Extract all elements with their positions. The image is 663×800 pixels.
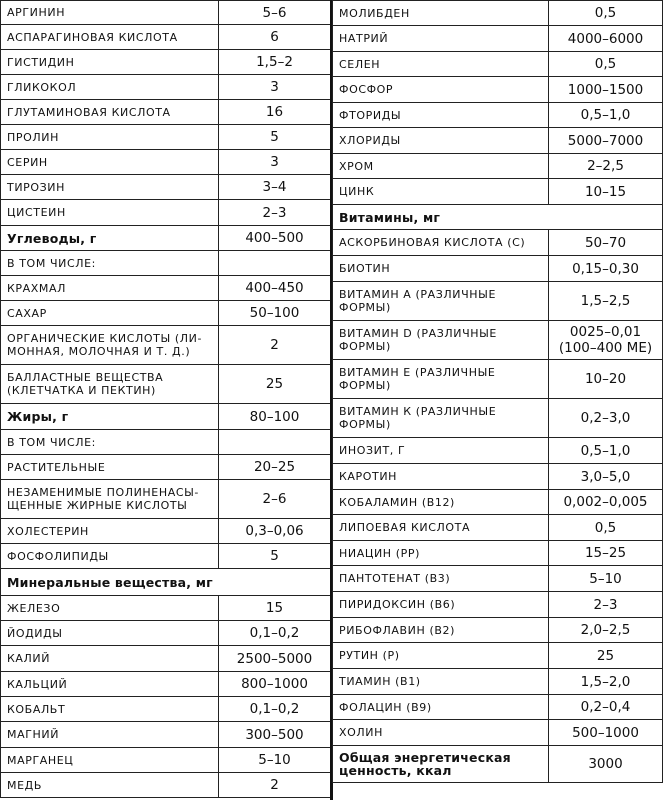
section-header: Минеральные вещества, мг	[1, 569, 331, 596]
nutrient-value: 2	[219, 773, 331, 798]
table-row	[333, 669, 663, 695]
nutrient-name: КАЛЬЦИЙ	[1, 672, 219, 697]
nutrient-name: ЖЕЛЕЗО	[1, 596, 219, 621]
nutrient-name: ФОСФОЛИПИДЫ	[1, 544, 219, 569]
nutrient-value: 10–20	[549, 360, 663, 399]
nutrient-name: ВИТАМИН Е (РАЗЛИЧНЫЕ ФОРМЫ)	[333, 360, 549, 399]
table-row	[1, 430, 331, 455]
nutrient-name: БИОТИН	[333, 256, 549, 282]
nutrient-value: 2–3	[219, 200, 331, 226]
nutrient-value: 0,15–0,30	[549, 256, 663, 282]
table-row	[333, 360, 663, 399]
table-row	[1, 365, 331, 404]
nutrient-value: 1,5–2,0	[549, 669, 663, 695]
nutrient-value: 0,3–0,06	[219, 519, 331, 544]
nutrient-name: СЕЛЕН	[333, 52, 549, 77]
nutrient-value: 400–450	[219, 276, 331, 301]
nutrient-name: ГИСТИДИН	[1, 50, 219, 75]
nutrient-value: 50–100	[219, 301, 331, 326]
table-row	[1, 621, 331, 646]
nutrient-value: 5	[219, 544, 331, 569]
nutrient-value: 0,2–3,0	[549, 399, 663, 438]
nutrient-value: 1,5–2	[219, 50, 331, 75]
nutrient-value: 5–6	[219, 1, 331, 25]
nutrient-name: КАЛИЙ	[1, 646, 219, 672]
nutrient-value: 6	[219, 25, 331, 50]
nutrient-name: САХАР	[1, 301, 219, 326]
nutrient-value: 3–4	[219, 175, 331, 200]
nutrient-value: 3	[219, 150, 331, 175]
nutrient-name: КРАХМАЛ	[1, 276, 219, 301]
table-row	[333, 230, 663, 256]
table-row	[1, 251, 331, 276]
nutrient-name: ПАНТОТЕНАТ (В3)	[333, 566, 549, 592]
table-row	[1, 722, 331, 748]
nutrient-value: 16	[219, 100, 331, 125]
nutrient-value: 25	[219, 365, 331, 404]
table-row	[1, 175, 331, 200]
nutrient-name: ВИТАМИН D (РАЗЛИЧНЫЕ ФОРМЫ)	[333, 321, 549, 360]
nutrient-value: 15–25	[549, 541, 663, 566]
nutrient-value: 1000–1500	[549, 77, 663, 103]
nutrient-name: МАРГАНЕЦ	[1, 748, 219, 773]
nutrient-name: В ТОМ ЧИСЛЕ:	[1, 430, 219, 455]
table-row	[1, 646, 331, 672]
table-row	[333, 566, 663, 592]
table-row	[1, 480, 331, 519]
nutrient-value: 400–500	[219, 226, 331, 251]
nutrient-name: В ТОМ ЧИСЛЕ:	[1, 251, 219, 276]
nutrient-name: БАЛЛАСТНЫЕ ВЕЩЕСТВА (КЛЕТЧАТКА И ПЕКТИН)	[1, 365, 219, 404]
nutrient-name: ГЛУТАМИНОВАЯ КИСЛОТА	[1, 100, 219, 125]
table-row	[333, 256, 663, 282]
table-row	[1, 125, 331, 150]
nutrient-value: 2–6	[219, 480, 331, 519]
section-header-row	[1, 404, 331, 430]
nutrient-name: НАТРИЙ	[333, 26, 549, 52]
table-row	[333, 399, 663, 438]
nutrient-name: ЛИПОЕВАЯ КИСЛОТА	[333, 515, 549, 541]
table-row	[1, 544, 331, 569]
nutrient-name: Жиры, г	[1, 404, 219, 430]
nutrient-value: 2,0–2,5	[549, 618, 663, 643]
table-row	[333, 490, 663, 515]
table-row	[333, 592, 663, 618]
nutrient-name: РАСТИТЕЛЬНЫЕ	[1, 455, 219, 480]
nutrient-name: ЦИНК	[333, 179, 549, 205]
nutrient-name: РУТИН (Р)	[333, 643, 549, 669]
nutrient-value: 500–1000	[549, 720, 663, 746]
nutrient-value: 25	[549, 643, 663, 669]
table-row	[1, 100, 331, 125]
table-row	[1, 150, 331, 175]
nutrient-name: КОБАЛЬТ	[1, 697, 219, 722]
nutrient-name: СЕРИН	[1, 150, 219, 175]
table-row	[1, 200, 331, 226]
nutrient-name: Общая энергетическая ценность, ккал	[333, 746, 549, 783]
nutrient-value: 1,5–2,5	[549, 282, 663, 321]
nutrient-value	[219, 251, 331, 276]
table-row	[333, 103, 663, 128]
nutrient-name: ТИАМИН (В1)	[333, 669, 549, 695]
table-row	[1, 25, 331, 50]
nutrient-name: ЦИСТЕИН	[1, 200, 219, 226]
nutrient-value: 5–10	[549, 566, 663, 592]
section-header-row	[333, 746, 663, 783]
nutrient-name: КАРОТИН	[333, 464, 549, 490]
nutrient-value: 2–2,5	[549, 154, 663, 179]
nutrient-value: 50–70	[549, 230, 663, 256]
nutrient-name: Углеводы, г	[1, 226, 219, 251]
table-row	[1, 50, 331, 75]
table-row	[1, 519, 331, 544]
nutrient-value: 2–3	[549, 592, 663, 618]
nutrient-value: 0,5	[549, 52, 663, 77]
nutrient-name: ХРОМ	[333, 154, 549, 179]
nutrient-name: НЕЗАМЕНИМЫЕ ПОЛИНЕНАСЫ-ЩЕННЫЕ ЖИРНЫЕ КИСЛОТЫ	[1, 480, 219, 519]
nutrient-value: 0,2–0,4	[549, 695, 663, 720]
nutrient-value: 0025–0,01 (100–400 МЕ)	[549, 321, 663, 360]
table-row	[333, 695, 663, 720]
nutrient-name: ВИТАМИН К (РАЗЛИЧНЫЕ ФОРМЫ)	[333, 399, 549, 438]
table-row	[333, 128, 663, 154]
table-row	[1, 748, 331, 773]
nutrient-value: 300–500	[219, 722, 331, 748]
table-row	[333, 618, 663, 643]
nutrient-name: ПРОЛИН	[1, 125, 219, 150]
section-header-row	[1, 569, 331, 596]
nutrient-value: 5–10	[219, 748, 331, 773]
table-row	[1, 326, 331, 365]
table-row	[1, 1, 331, 25]
nutrient-name: МОЛИБДЕН	[333, 1, 549, 26]
table-row	[1, 276, 331, 301]
table-row	[333, 720, 663, 746]
table-row	[1, 773, 331, 798]
nutrient-name: РИБОФЛАВИН (В2)	[333, 618, 549, 643]
table-row	[333, 179, 663, 205]
table-row	[333, 1, 663, 26]
nutrient-value: 5	[219, 125, 331, 150]
nutrient-value: 3000	[549, 746, 663, 783]
table-row	[1, 75, 331, 100]
nutrient-name: МЕДЬ	[1, 773, 219, 798]
nutrient-value: 2500–5000	[219, 646, 331, 672]
nutrient-name: КОБАЛАМИН (В12)	[333, 490, 549, 515]
section-header-row	[1, 226, 331, 251]
nutrient-name: ОРГАНИЧЕСКИЕ КИСЛОТЫ (ЛИ-МОННАЯ, МОЛОЧНАЯ И Т. Д.)	[1, 326, 219, 365]
table-row	[333, 541, 663, 566]
table-row	[1, 301, 331, 326]
nutrient-value: 0,5	[549, 515, 663, 541]
table-row	[333, 464, 663, 490]
nutrient-name: АСПАРАГИНОВАЯ КИСЛОТА	[1, 25, 219, 50]
table-row	[1, 596, 331, 621]
right-table-column	[332, 0, 663, 800]
nutrient-name: ХОЛЕСТЕРИН	[1, 519, 219, 544]
nutrient-value: 5000–7000	[549, 128, 663, 154]
nutrient-name: ЙОДИДЫ	[1, 621, 219, 646]
table-row	[333, 52, 663, 77]
table-row	[333, 282, 663, 321]
left-table-column	[0, 0, 331, 800]
nutrient-value: 3,0–5,0	[549, 464, 663, 490]
nutrient-value: 20–25	[219, 455, 331, 480]
nutrient-name: ХЛОРИДЫ	[333, 128, 549, 154]
nutrient-name: ИНОЗИТ, Г	[333, 438, 549, 464]
nutrient-table-left	[0, 0, 331, 798]
nutrient-value	[219, 430, 331, 455]
table-row	[333, 643, 663, 669]
nutrient-name: ФОЛАЦИН (В9)	[333, 695, 549, 720]
nutrient-table-right	[332, 0, 663, 783]
table-row	[333, 26, 663, 52]
nutrient-name: ХОЛИН	[333, 720, 549, 746]
nutrient-value: 0,5	[549, 1, 663, 26]
nutrient-value: 3	[219, 75, 331, 100]
nutrient-name: ВИТАМИН А (РАЗЛИЧНЫЕ ФОРМЫ)	[333, 282, 549, 321]
nutrient-value: 2	[219, 326, 331, 365]
table-row	[333, 321, 663, 360]
table-row	[1, 455, 331, 480]
nutrient-value: 0,5–1,0	[549, 103, 663, 128]
nutrient-name: ПИРИДОКСИН (В6)	[333, 592, 549, 618]
section-header-row	[333, 205, 663, 230]
nutrient-value: 10–15	[549, 179, 663, 205]
nutrient-name: МАГНИЙ	[1, 722, 219, 748]
table-row	[333, 154, 663, 179]
nutrient-name: АСКОРБИНОВАЯ КИСЛОТА (С)	[333, 230, 549, 256]
nutrient-name: АРГИНИН	[1, 1, 219, 25]
nutrient-value: 0,1–0,2	[219, 697, 331, 722]
nutrient-name: ФОСФОР	[333, 77, 549, 103]
table-row	[333, 77, 663, 103]
nutrient-name: НИАЦИН (РР)	[333, 541, 549, 566]
nutrient-value: 0,002–0,005	[549, 490, 663, 515]
nutrient-name: ФТОРИДЫ	[333, 103, 549, 128]
nutrient-value: 4000–6000	[549, 26, 663, 52]
table-row	[333, 515, 663, 541]
nutrient-name: ГЛИКОКОЛ	[1, 75, 219, 100]
table-row	[1, 697, 331, 722]
nutrient-value: 0,5–1,0	[549, 438, 663, 464]
table-row	[1, 672, 331, 697]
nutrient-value: 0,1–0,2	[219, 621, 331, 646]
table-row	[333, 438, 663, 464]
nutrient-value: 15	[219, 596, 331, 621]
section-header: Витамины, мг	[333, 205, 663, 230]
nutrient-value: 800–1000	[219, 672, 331, 697]
nutrient-name: ТИРОЗИН	[1, 175, 219, 200]
nutrient-value: 80–100	[219, 404, 331, 430]
